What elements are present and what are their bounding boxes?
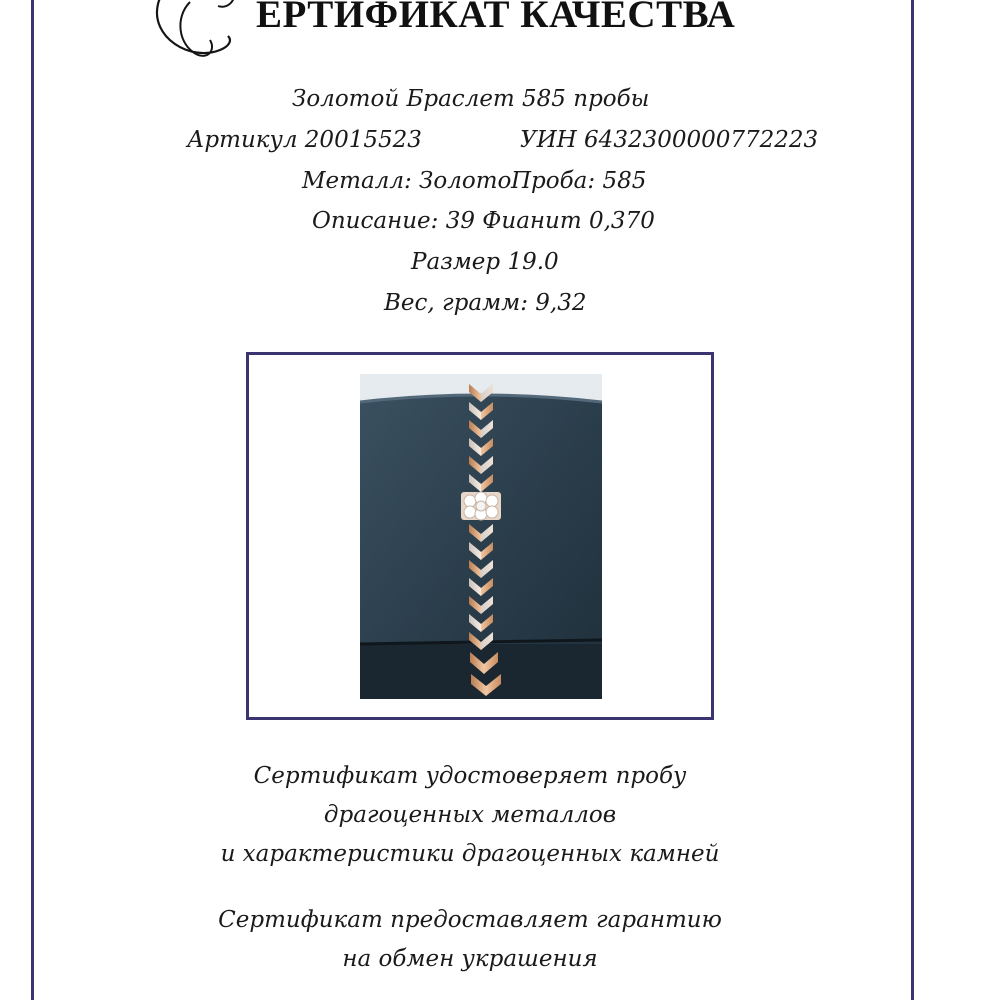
weight-field: Вес, грамм: 9,32 (384, 290, 587, 316)
probe-field: Проба: 585 (511, 168, 647, 194)
article-number: Артикул 20015523 (187, 127, 422, 153)
description-field: Описание: 39 Фианит 0,370 (312, 208, 655, 234)
statement-line-1: Сертификат удостоверяет пробу (253, 763, 687, 789)
certificate-statement (0, 757, 940, 874)
statement-line-2: драгоценных металлов (323, 802, 617, 828)
bracelet-photo (360, 374, 602, 699)
product-name: Золотой Браслет 585 пробы (292, 86, 650, 112)
size-field: Размер 19.0 (411, 249, 559, 275)
certificate-title: ЕРТИФИКАТ КАЧЕСТВА (256, 0, 736, 36)
statement-line-3: и характеристики драгоценных камней (220, 841, 720, 867)
metal-field: Металл: Золото (302, 168, 512, 194)
product-photo-frame (246, 352, 714, 720)
guarantee-line-2: на обмен украшения (342, 946, 598, 972)
guarantee-statement (0, 901, 940, 979)
uin-number: УИН 6432300000772223 (520, 127, 819, 153)
monogram-c-icon (120, 0, 260, 72)
guarantee-line-1: Сертификат предоставляет гарантию (218, 907, 722, 933)
